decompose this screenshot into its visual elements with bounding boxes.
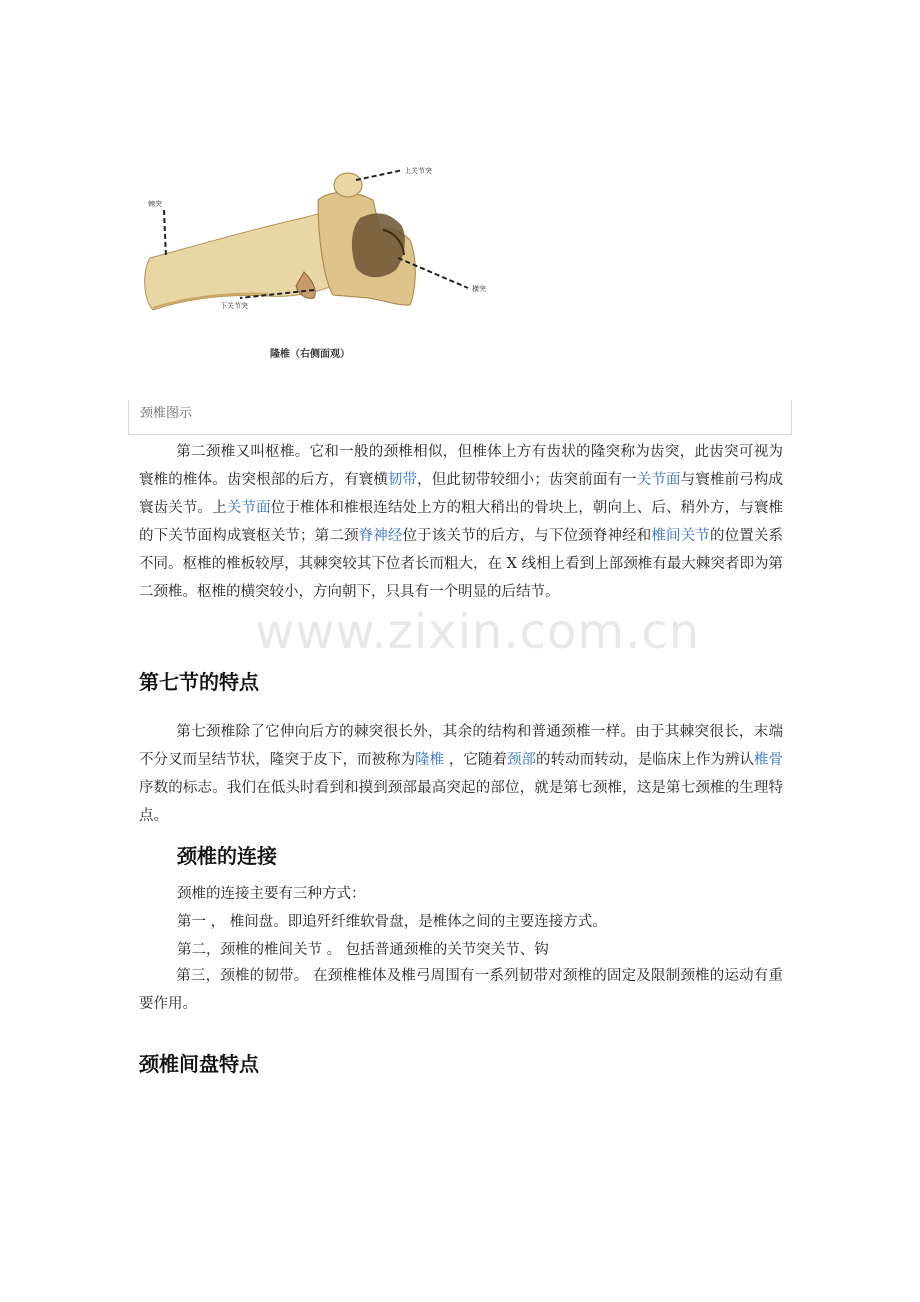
text: 第三，颈椎的韧带。 在颈椎椎体及椎弓周围有一系列韧带对颈椎的固定及限制颈椎的运动有重要作用。 (139, 968, 783, 1012)
heading-seventh: 第七节的特点 (139, 670, 259, 694)
text: 与寰椎前弓构成寰齿关节。上 (139, 472, 784, 516)
connection-item-1: 第一 ， 椎间盘。即追歼纤维软骨盘，是椎体之间的主要连接方式。 (177, 914, 607, 930)
figure-title: 隆椎（右侧面观） (270, 349, 350, 360)
text: 位于椎体和椎根连结处上方的粗大稍出的骨块上，朝向上、后、稍外方，与寰椎的下关节面构成寰枢关节；第二颈 (139, 500, 784, 544)
text: 的位置关系不同。枢椎的椎板较厚，其棘突较其下位者长而粗大，在 X 线相上看到上部颈椎有最大棘突者即为第二颈椎。枢椎的横突较小，方向朝下，只具有一个明显的后结节。 (139, 528, 784, 600)
paragraph-seventh (139, 718, 783, 830)
label-spinous: 棘突 (148, 200, 162, 208)
link-prominent-vertebra[interactable]: 隆椎 (415, 752, 445, 768)
vertebra-figure (128, 130, 792, 435)
link-neck[interactable]: 颈部 (506, 752, 537, 768)
text: 第二颈椎又叫枢椎。它和一般的颈椎相似，但椎体上方有齿状的隆突称为齿突，此齿突可视为寰椎的椎体。齿突根部的后方，有寰横 (139, 444, 783, 488)
link-vertebra[interactable]: 椎骨 (754, 752, 784, 768)
vertebra-illustration (128, 130, 792, 400)
link-articular-surface-2[interactable]: 关节面 (226, 500, 271, 516)
heading-disc: 颈椎间盘特点 (139, 1052, 259, 1076)
connection-item-2: 第二，颈椎的椎间关节 。 包括普通颈椎的关节突关节、钩 (177, 942, 549, 958)
link-articular-surface[interactable]: 关节面 (636, 472, 681, 488)
paragraph-axis (139, 438, 783, 606)
text: 的转动而转动，是临床上作为辨认 (536, 752, 755, 768)
link-ligament[interactable]: 韧带 (387, 472, 418, 488)
text: 序数的标志。我们在低头时看到和摸到颈部最高突起的部位，就是第七颈椎，这是第七颈椎的生理特点。 (139, 780, 783, 824)
connection-item-3 (139, 962, 783, 1018)
text: 位于该关节的后方，与下位颈脊神经和 (402, 528, 652, 544)
label-superior-facet: 上关节突 (404, 167, 432, 175)
watermark: www.zixin.com.cn (255, 604, 701, 660)
heading-connection: 颈椎的连接 (177, 844, 277, 868)
label-transverse: 横突 (472, 285, 486, 293)
label-inferior-facet: 下关节突 (220, 302, 248, 310)
text: ，但此韧带较细小；齿突前面有一 (417, 472, 637, 488)
text: 第七颈椎除了它伸向后方的棘突很长外，其余的结构和普通颈椎一样。由于其棘突很长，末端不分叉而呈结节状，隆突于皮下，而被称为 (139, 724, 783, 768)
text: ，它随着 (444, 752, 507, 768)
link-intervertebral-joint[interactable]: 椎间关节 (651, 528, 710, 544)
connection-intro: 颈椎的连接主要有三种方式： (177, 886, 366, 902)
link-spinal-nerve[interactable]: 脊神经 (358, 528, 403, 544)
caption-box (128, 400, 792, 435)
figure-caption: 颈椎图示 (140, 406, 193, 421)
